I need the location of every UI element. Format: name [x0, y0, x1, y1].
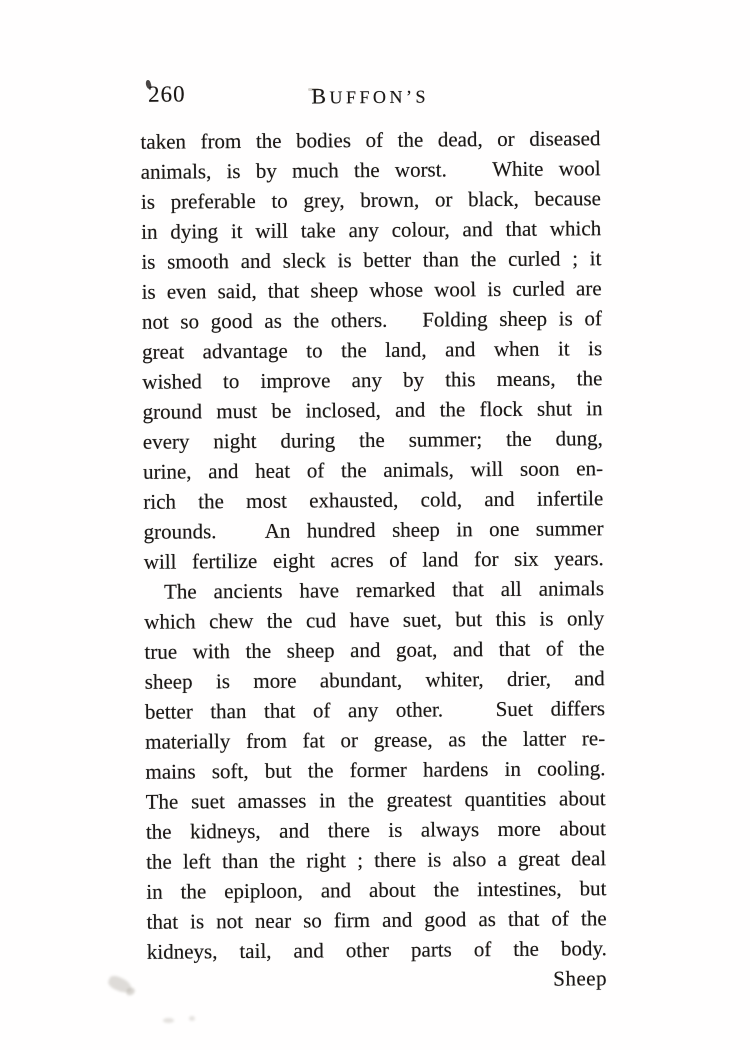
text-line: is even said, that sheep whose wool is curled are	[141, 276, 602, 304]
catchword-row	[147, 963, 607, 997]
text-line: in the epiploon, and about the intestines, but	[146, 876, 607, 904]
text-line: is smooth and sleck is better than the curled ; it	[141, 246, 602, 274]
text-line: is preferable to grey, brown, or black, because	[140, 186, 602, 214]
running-title: BUFFON’S	[311, 83, 430, 109]
text-line: better than that of any other. Suet differs	[144, 696, 606, 724]
text-line: animals, is by much the worst. White wool	[140, 156, 601, 184]
text-line: taken from the bodies of the dead, or diseased	[140, 126, 601, 154]
text-line: The suet amasses in the greatest quantities about	[145, 786, 606, 814]
text-line: great advantage to the land, and when it is	[142, 336, 603, 364]
text-line: not so good as the others. Folding sheep is of	[141, 306, 602, 334]
text-line: grounds. An hundred sheep in one summer	[143, 516, 604, 544]
text-line: true with the sheep and goat, and that of the	[144, 636, 605, 664]
text-line: will fertilize eight acres of land for six years.	[143, 546, 604, 574]
text-line: sheep is more abundant, whiter, drier, and	[144, 666, 605, 694]
text-line: materially from fat or grease, as the latter re-	[145, 726, 606, 754]
catchword: Sheep	[553, 966, 608, 991]
printed-area	[140, 78, 607, 997]
text-line: in dying it will take any colour, and that which	[141, 216, 602, 244]
text-line: ground must be inclosed, and the flock shut in	[142, 396, 603, 424]
text-line: urine, and heat of the animals, will soon en-	[142, 456, 604, 484]
page-body	[140, 123, 607, 967]
scan-smudge	[189, 1016, 195, 1021]
text-line: rich the most exhausted, cold, and infertile	[143, 486, 604, 514]
text-line: kidneys, tail, and other parts of the body.	[146, 936, 607, 964]
text-line: wished to improve any by this means, the	[142, 366, 603, 394]
text-line: the kidneys, and there is always more about	[145, 816, 606, 844]
text-line: which chew the cud have suet, but this is only	[144, 606, 605, 634]
page-number: 260	[148, 81, 186, 107]
text-line: that is not near so firm and good as that of the	[146, 906, 607, 934]
scan-smudge	[163, 1018, 174, 1023]
text-line: every night during the summer; the dung,	[142, 426, 603, 454]
text-line: the left than the right ; there is also a great deal	[146, 846, 607, 874]
text-line: The ancients have remarked that all animals	[163, 576, 605, 604]
running-head	[140, 78, 600, 110]
text-line: mains soft, but the former hardens in cooling.	[145, 756, 606, 784]
